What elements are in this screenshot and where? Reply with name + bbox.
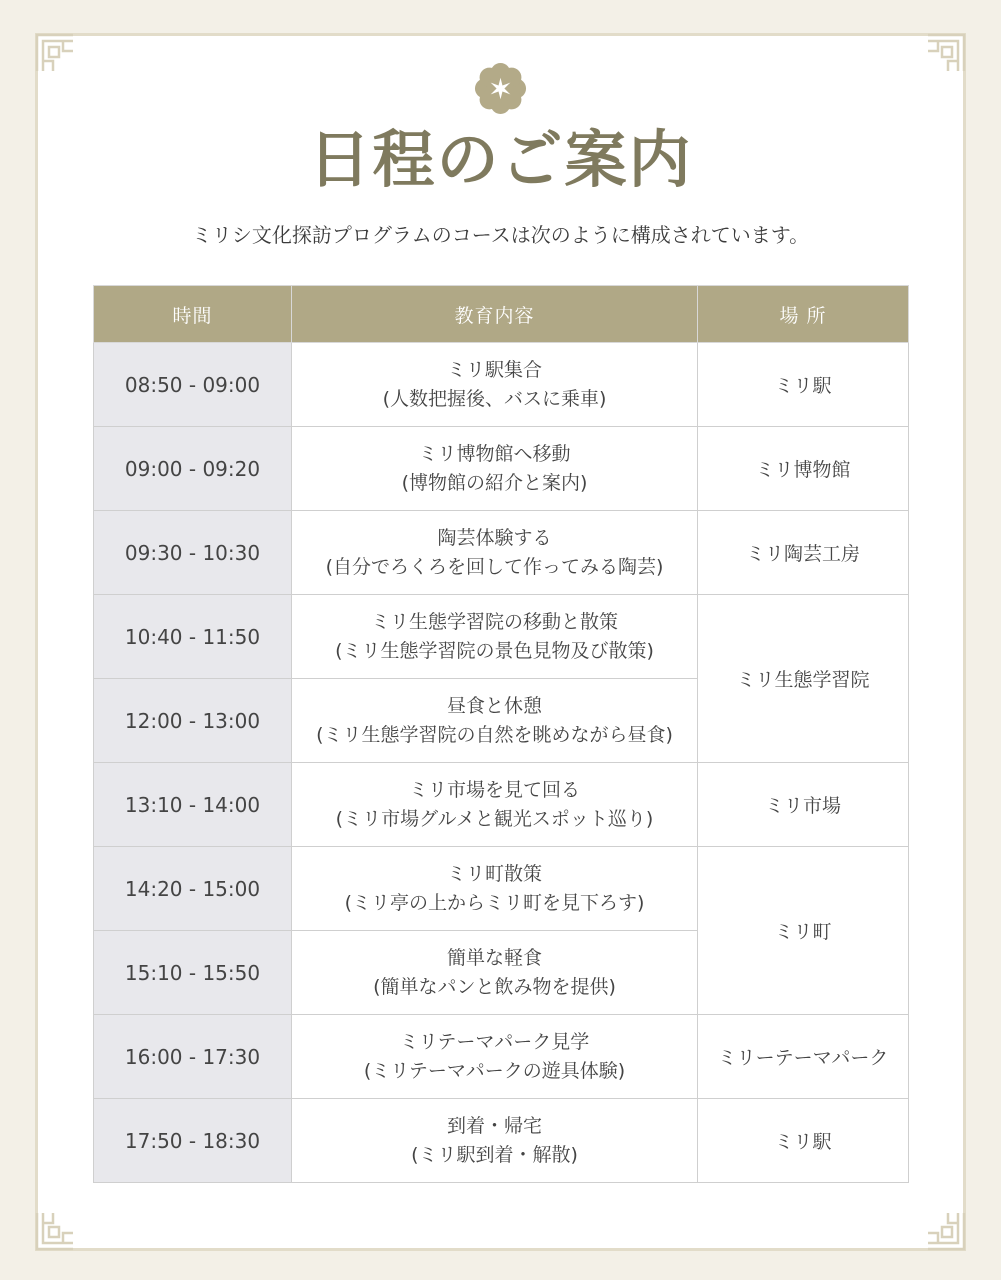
corner-ornament-bottom-right — [926, 1211, 966, 1251]
content-detail: (ミリテーマパークの遊具体験) — [363, 1059, 626, 1082]
table-row — [94, 511, 909, 595]
content-detail: (ミリ市場グルメと観光スポット巡り) — [335, 807, 654, 830]
content-detail: (簡単なパンと飲み物を提供) — [373, 975, 616, 998]
content-detail: (ミリ駅到着・解散) — [411, 1143, 578, 1166]
time-cell: 12:00 - 13:00 — [94, 679, 292, 763]
place-cell: ミリーテーマパーク — [698, 1015, 909, 1099]
page-title: 日程のご案内 — [308, 123, 693, 196]
content-main: ミリ駅集合 — [446, 358, 542, 381]
schedule-table — [93, 285, 909, 1183]
page-subtitle: ミリシ文化探訪プログラムのコースは次のように構成されています。 — [191, 223, 810, 247]
place-cell: ミリ生態学習院 — [698, 595, 909, 763]
corner-ornament-bottom-left — [35, 1211, 75, 1251]
content-cell — [292, 847, 698, 931]
content-cell — [292, 763, 698, 847]
content-main: 昼食と休憩 — [446, 694, 542, 717]
content-cell — [292, 427, 698, 511]
content-cell — [292, 1015, 698, 1099]
place-cell: ミリ駅 — [698, 343, 909, 427]
table-row — [94, 1015, 909, 1099]
content-detail: (博物館の紹介と案内) — [401, 471, 588, 494]
time-cell: 09:00 - 09:20 — [94, 427, 292, 511]
place-cell: ミリ駅 — [698, 1099, 909, 1183]
place-cell: ミリ市場 — [698, 763, 909, 847]
content-cell — [292, 595, 698, 679]
time-cell: 13:10 - 14:00 — [94, 763, 292, 847]
time-cell: 09:30 - 10:30 — [94, 511, 292, 595]
time-cell: 16:00 - 17:30 — [94, 1015, 292, 1099]
header-time: 時間 — [94, 286, 292, 343]
content-main: ミリ町散策 — [446, 862, 542, 885]
time-cell: 14:20 - 15:00 — [94, 847, 292, 931]
table-row — [94, 763, 909, 847]
content-cell — [292, 931, 698, 1015]
corner-ornament-top-left — [35, 33, 75, 73]
content-cell — [292, 343, 698, 427]
time-cell: 17:50 - 18:30 — [94, 1099, 292, 1183]
place-cell: ミリ博物館 — [698, 427, 909, 511]
table-row — [94, 343, 909, 427]
table-row — [94, 427, 909, 511]
content-detail: (ミリ亭の上からミリ町を見下ろす) — [344, 891, 645, 914]
header-content: 教育内容 — [292, 286, 698, 343]
content-detail: (人数把握後、バスに乗車) — [382, 387, 607, 410]
content-detail: (ミリ生態学習院の景色見物及び散策) — [335, 639, 654, 662]
time-cell: 08:50 - 09:00 — [94, 343, 292, 427]
place-cell: ミリ町 — [698, 847, 909, 1015]
header-place: 場 所 — [698, 286, 909, 343]
content-main: ミリテーマパーク見学 — [399, 1030, 590, 1053]
content-detail: (ミリ生態学習院の自然を眺めながら昼食) — [316, 723, 673, 746]
content-cell — [292, 511, 698, 595]
content-main: ミリ博物館へ移動 — [418, 442, 571, 465]
place-cell: ミリ陶芸工房 — [698, 511, 909, 595]
table-row — [94, 847, 909, 931]
content-main: 到着・帰宅 — [446, 1114, 542, 1137]
table-header-row — [94, 286, 909, 343]
table-row — [94, 1099, 909, 1183]
content-cell — [292, 679, 698, 763]
time-cell: 15:10 - 15:50 — [94, 931, 292, 1015]
flower-emblem-icon — [473, 61, 528, 116]
corner-ornament-top-right — [926, 33, 966, 73]
content-main: ミリ生態学習院の移動と散策 — [370, 610, 618, 633]
table-row — [94, 595, 909, 679]
content-main: ミリ市場を見て回る — [408, 778, 580, 801]
content-detail: (自分でろくろを回して作ってみる陶芸) — [325, 555, 664, 578]
content-main: 簡単な軽食 — [446, 946, 542, 969]
content-cell — [292, 1099, 698, 1183]
time-cell: 10:40 - 11:50 — [94, 595, 292, 679]
content-main: 陶芸体験する — [437, 526, 552, 549]
